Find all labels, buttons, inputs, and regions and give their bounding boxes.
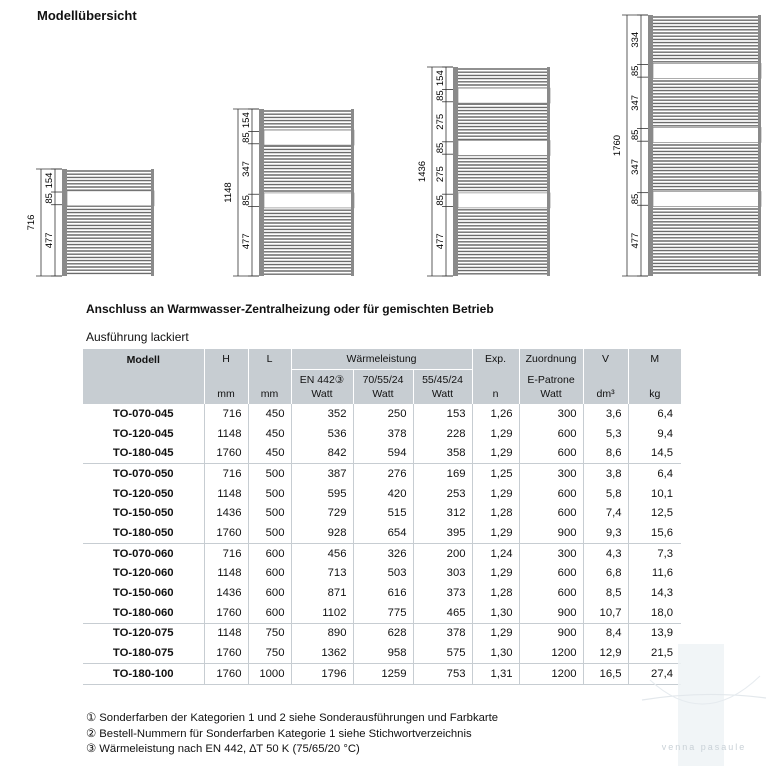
segment-height-label: 154 bbox=[435, 70, 446, 87]
value-cell: 4,3 bbox=[583, 543, 628, 563]
radiator-gap bbox=[67, 191, 154, 206]
value-cell: 3,8 bbox=[583, 464, 628, 484]
value-cell: 6,8 bbox=[583, 564, 628, 584]
value-cell: 276 bbox=[353, 464, 413, 484]
radiator-rail-left bbox=[648, 15, 653, 276]
value-cell: 1,24 bbox=[472, 543, 519, 563]
value-cell: 10,7 bbox=[583, 603, 628, 623]
model-cell: TO-120-050 bbox=[112, 487, 174, 500]
value-cell: 18,0 bbox=[628, 603, 681, 623]
radiator-gap bbox=[653, 127, 761, 142]
value-cell: 713 bbox=[291, 564, 353, 584]
value-cell: 1,30 bbox=[472, 603, 519, 623]
col-h: H bbox=[204, 349, 248, 370]
model-group bbox=[83, 464, 681, 544]
segment-height-label: 85 bbox=[630, 193, 641, 205]
value-cell: 900 bbox=[519, 623, 583, 643]
segment-height-label: 477 bbox=[630, 232, 641, 249]
value-cell: 358 bbox=[413, 443, 472, 463]
value-cell: 1,29 bbox=[472, 443, 519, 463]
unit-l: mm bbox=[248, 370, 291, 404]
value-cell: 1760 bbox=[204, 643, 248, 663]
value-cell: 200 bbox=[413, 543, 472, 563]
model-cell: TO-180-045 bbox=[112, 447, 174, 460]
model-cell: TO-180-100 bbox=[83, 663, 204, 684]
value-cell: 500 bbox=[248, 484, 291, 504]
table-row bbox=[83, 523, 681, 543]
value-cell: 1,29 bbox=[472, 623, 519, 643]
segment-height-label: 85 bbox=[435, 90, 446, 101]
specification-table bbox=[83, 349, 681, 685]
value-cell: 616 bbox=[353, 583, 413, 603]
value-cell: 750 bbox=[248, 623, 291, 643]
model-cell: TO-070-050 bbox=[112, 467, 174, 480]
model-group bbox=[83, 623, 681, 663]
value-cell: 250 bbox=[353, 404, 413, 424]
value-cell: 1796 bbox=[291, 663, 353, 684]
footnote-2: ② Bestell-Nummern für Sonderfarben Kategorie 1 siehe Stichwortverzeichnis bbox=[86, 727, 472, 740]
radiator-rail-right bbox=[547, 67, 550, 276]
value-cell: 352 bbox=[291, 404, 353, 424]
value-cell: 654 bbox=[353, 523, 413, 543]
value-cell: 8,5 bbox=[583, 583, 628, 603]
value-cell: 1148 bbox=[204, 623, 248, 643]
watermark-text: venna pasaule bbox=[661, 742, 747, 752]
value-cell: 5,8 bbox=[583, 484, 628, 504]
radiator-rail-right bbox=[758, 15, 761, 276]
unit-h: mm bbox=[204, 370, 248, 404]
table-row bbox=[83, 404, 681, 424]
value-cell: 378 bbox=[353, 424, 413, 444]
value-cell: 600 bbox=[519, 484, 583, 504]
value-cell: 1760 bbox=[204, 523, 248, 543]
t70-unit: Watt bbox=[372, 388, 394, 400]
value-cell: 7,4 bbox=[583, 503, 628, 523]
model-cell: TO-180-060 bbox=[112, 606, 174, 619]
value-cell: 928 bbox=[291, 523, 353, 543]
table-row bbox=[83, 564, 681, 584]
value-cell: 1,26 bbox=[472, 404, 519, 424]
segment-height-label: 477 bbox=[44, 232, 55, 249]
table-row bbox=[83, 443, 681, 463]
total-height-label: 1148 bbox=[223, 182, 234, 203]
value-cell: 600 bbox=[519, 564, 583, 584]
model-cell: TO-150-060 bbox=[112, 587, 174, 600]
variant-label: Ausführung lackiert bbox=[86, 330, 189, 344]
value-cell: 12,9 bbox=[583, 643, 628, 663]
segment-height-label: 477 bbox=[435, 233, 446, 250]
value-cell: 1,28 bbox=[472, 503, 519, 523]
col-zuordnung: Zuordnung bbox=[519, 349, 583, 370]
col-en442 bbox=[291, 370, 353, 404]
model-cell: TO-120-075 bbox=[112, 627, 174, 640]
value-cell: 775 bbox=[353, 603, 413, 623]
segment-height-label: 275 bbox=[435, 166, 446, 183]
model-cell: TO-180-050 bbox=[112, 526, 174, 539]
table-row bbox=[83, 503, 681, 523]
value-cell: 7,3 bbox=[628, 543, 681, 563]
footnote-3: ③ Wärmeleistung nach EN 442, ∆T 50 K (75/65/20 °C) bbox=[86, 743, 360, 755]
value-cell: 716 bbox=[204, 404, 248, 424]
segment-height-label: 85 bbox=[435, 142, 446, 154]
value-cell: 326 bbox=[353, 543, 413, 563]
model-group bbox=[83, 543, 681, 623]
value-cell: 842 bbox=[291, 443, 353, 463]
col-modell: Modell bbox=[83, 349, 204, 404]
segment-height-label: 154 bbox=[241, 112, 252, 129]
value-cell: 169 bbox=[413, 464, 472, 484]
value-cell: 14,3 bbox=[628, 583, 681, 603]
value-cell: 871 bbox=[291, 583, 353, 603]
value-cell: 11,6 bbox=[628, 564, 681, 584]
value-cell: 575 bbox=[413, 643, 472, 663]
section-subtitle: Anschluss an Warmwasser-Zentralheizung oder für gemischten Betrieb bbox=[86, 302, 494, 316]
value-cell: 900 bbox=[519, 523, 583, 543]
segment-height-label: 275 bbox=[435, 113, 446, 130]
value-cell: 9,4 bbox=[628, 424, 681, 444]
value-cell: 450 bbox=[248, 443, 291, 463]
table-row bbox=[83, 583, 681, 603]
value-cell: 716 bbox=[204, 543, 248, 563]
value-cell: 8,4 bbox=[583, 623, 628, 643]
model-cell: TO-120-045 bbox=[112, 427, 174, 440]
value-cell: 465 bbox=[413, 603, 472, 623]
value-cell: 1,29 bbox=[472, 484, 519, 504]
table-row bbox=[83, 623, 681, 643]
value-cell: 6,4 bbox=[628, 464, 681, 484]
value-cell: 253 bbox=[413, 484, 472, 504]
value-cell: 600 bbox=[248, 583, 291, 603]
radiator-rail-left bbox=[453, 67, 458, 276]
radiator-model-diagrams bbox=[0, 0, 768, 300]
value-cell: 1102 bbox=[291, 603, 353, 623]
radiator-rail-right bbox=[351, 109, 354, 276]
segment-height-label: 85 bbox=[630, 129, 641, 141]
value-cell: 21,5 bbox=[628, 643, 681, 663]
table-row bbox=[83, 464, 681, 484]
value-cell: 753 bbox=[413, 663, 472, 684]
value-cell: 600 bbox=[248, 543, 291, 563]
value-cell: 373 bbox=[413, 583, 472, 603]
col-70-55-24 bbox=[353, 370, 413, 404]
value-cell: 450 bbox=[248, 424, 291, 444]
e-patrone-label: E-Patrone bbox=[527, 374, 575, 386]
unit-v: dm³ bbox=[583, 370, 628, 404]
model-cell: TO-120-060 bbox=[112, 567, 174, 580]
table-row bbox=[83, 424, 681, 444]
total-height-label: 1760 bbox=[612, 134, 623, 157]
en442-unit: Watt bbox=[311, 388, 333, 400]
value-cell: 594 bbox=[353, 443, 413, 463]
value-cell: 300 bbox=[519, 404, 583, 424]
value-cell: 6,4 bbox=[628, 404, 681, 424]
segment-height-label: 85 bbox=[44, 193, 55, 204]
col-55-45-24 bbox=[413, 370, 472, 404]
unit-m: kg bbox=[628, 370, 681, 404]
value-cell: 15,6 bbox=[628, 523, 681, 543]
value-cell: 1148 bbox=[204, 564, 248, 584]
radiator-gap bbox=[458, 88, 550, 103]
col-l: L bbox=[248, 349, 291, 370]
radiator-gap bbox=[264, 130, 354, 145]
value-cell: 750 bbox=[248, 643, 291, 663]
segment-height-label: 85 bbox=[630, 65, 641, 77]
radiator-gap bbox=[653, 191, 761, 206]
value-cell: 1,30 bbox=[472, 643, 519, 663]
segment-height-label: 85 bbox=[241, 195, 252, 206]
value-cell: 890 bbox=[291, 623, 353, 643]
value-cell: 1362 bbox=[291, 643, 353, 663]
value-cell: 300 bbox=[519, 464, 583, 484]
value-cell: 228 bbox=[413, 424, 472, 444]
model-group bbox=[83, 663, 681, 684]
segment-height-label: 347 bbox=[630, 158, 641, 175]
value-cell: 1000 bbox=[248, 663, 291, 684]
value-cell: 500 bbox=[248, 503, 291, 523]
value-cell: 1,25 bbox=[472, 464, 519, 484]
value-cell: 1259 bbox=[353, 663, 413, 684]
value-cell: 8,6 bbox=[583, 443, 628, 463]
value-cell: 1200 bbox=[519, 663, 583, 684]
value-cell: 456 bbox=[291, 543, 353, 563]
value-cell: 1760 bbox=[204, 443, 248, 463]
value-cell: 600 bbox=[519, 424, 583, 444]
value-cell: 10,1 bbox=[628, 484, 681, 504]
unit-exp: n bbox=[472, 370, 519, 404]
t55-unit: Watt bbox=[431, 388, 454, 400]
radiator-gap bbox=[264, 193, 354, 208]
e-patrone-unit: Watt bbox=[540, 388, 562, 400]
value-cell: 515 bbox=[353, 503, 413, 523]
col-exp: Exp. bbox=[472, 349, 519, 370]
value-cell: 1,31 bbox=[472, 663, 519, 684]
value-cell: 600 bbox=[519, 583, 583, 603]
value-cell: 1,29 bbox=[472, 564, 519, 584]
segment-height-label: 85 bbox=[241, 132, 252, 143]
col-m: M bbox=[628, 349, 681, 370]
radiator-gap bbox=[458, 140, 550, 155]
value-cell: 503 bbox=[353, 564, 413, 584]
value-cell: 716 bbox=[204, 464, 248, 484]
value-cell: 600 bbox=[519, 503, 583, 523]
radiator-rail-right bbox=[151, 169, 154, 276]
model-cell: TO-070-060 bbox=[112, 547, 174, 560]
t55-label: 55/45/24 bbox=[422, 374, 463, 386]
segment-height-label: 347 bbox=[630, 94, 641, 111]
table-row bbox=[83, 484, 681, 504]
segment-height-label: 85 bbox=[435, 195, 446, 206]
col-e-patrone bbox=[519, 370, 583, 404]
model-cell: TO-180-075 bbox=[112, 647, 174, 660]
table-row bbox=[83, 643, 681, 663]
value-cell: 600 bbox=[248, 564, 291, 584]
value-cell: 420 bbox=[353, 484, 413, 504]
table-row bbox=[83, 603, 681, 623]
value-cell: 1760 bbox=[204, 663, 248, 684]
value-cell: 500 bbox=[248, 523, 291, 543]
value-cell: 500 bbox=[248, 464, 291, 484]
value-cell: 1,29 bbox=[472, 424, 519, 444]
en442-label: EN 442③ bbox=[299, 374, 345, 386]
value-cell: 16,5 bbox=[583, 663, 628, 684]
value-cell: 9,3 bbox=[583, 523, 628, 543]
footnote-1: ① Sonderfarben der Kategorien 1 und 2 siehe Sonderausführungen und Farbkarte bbox=[86, 712, 499, 724]
value-cell: 1760 bbox=[204, 603, 248, 623]
segment-height-label: 334 bbox=[630, 31, 641, 48]
table-row bbox=[83, 543, 681, 563]
value-cell: 1148 bbox=[204, 424, 248, 444]
segment-height-label: 347 bbox=[241, 161, 252, 177]
model-cell: TO-150-050 bbox=[112, 507, 174, 520]
value-cell: 600 bbox=[519, 443, 583, 463]
t70-label: 70/55/24 bbox=[362, 374, 404, 386]
table-row bbox=[83, 663, 681, 684]
segment-height-label: 477 bbox=[241, 233, 252, 250]
col-waermeleistung: Wärmeleistung bbox=[291, 349, 472, 370]
value-cell: 628 bbox=[353, 623, 413, 643]
radiator-gap bbox=[458, 193, 550, 208]
value-cell: 450 bbox=[248, 404, 291, 424]
value-cell: 312 bbox=[413, 503, 472, 523]
value-cell: 900 bbox=[519, 603, 583, 623]
value-cell: 303 bbox=[413, 564, 472, 584]
value-cell: 395 bbox=[413, 523, 472, 543]
total-height-label: 1436 bbox=[417, 160, 428, 183]
value-cell: 1436 bbox=[204, 583, 248, 603]
segment-height-label: 154 bbox=[44, 172, 55, 189]
value-cell: 1,29 bbox=[472, 523, 519, 543]
value-cell: 1200 bbox=[519, 643, 583, 663]
value-cell: 387 bbox=[291, 464, 353, 484]
value-cell: 12,5 bbox=[628, 503, 681, 523]
footnotes bbox=[86, 711, 498, 758]
value-cell: 536 bbox=[291, 424, 353, 444]
radiator-gap bbox=[653, 63, 761, 78]
value-cell: 153 bbox=[413, 404, 472, 424]
value-cell: 5,3 bbox=[583, 424, 628, 444]
value-cell: 600 bbox=[248, 603, 291, 623]
value-cell: 1148 bbox=[204, 484, 248, 504]
value-cell: 378 bbox=[413, 623, 472, 643]
value-cell: 595 bbox=[291, 484, 353, 504]
radiator-rail-left bbox=[62, 169, 67, 276]
value-cell: 300 bbox=[519, 543, 583, 563]
value-cell: 1,28 bbox=[472, 583, 519, 603]
radiator-rail-left bbox=[259, 109, 264, 276]
value-cell: 14,5 bbox=[628, 443, 681, 463]
value-cell: 13,9 bbox=[628, 623, 681, 643]
model-cell: TO-070-045 bbox=[112, 407, 174, 420]
value-cell: 3,6 bbox=[583, 404, 628, 424]
watermark-logo bbox=[640, 640, 768, 768]
model-group bbox=[83, 404, 681, 464]
value-cell: 1436 bbox=[204, 503, 248, 523]
value-cell: 27,4 bbox=[628, 663, 681, 684]
value-cell: 958 bbox=[353, 643, 413, 663]
col-v: V bbox=[583, 349, 628, 370]
value-cell: 729 bbox=[291, 503, 353, 523]
total-height-label: 716 bbox=[26, 214, 37, 231]
page-title: Modellübersicht bbox=[37, 8, 137, 23]
